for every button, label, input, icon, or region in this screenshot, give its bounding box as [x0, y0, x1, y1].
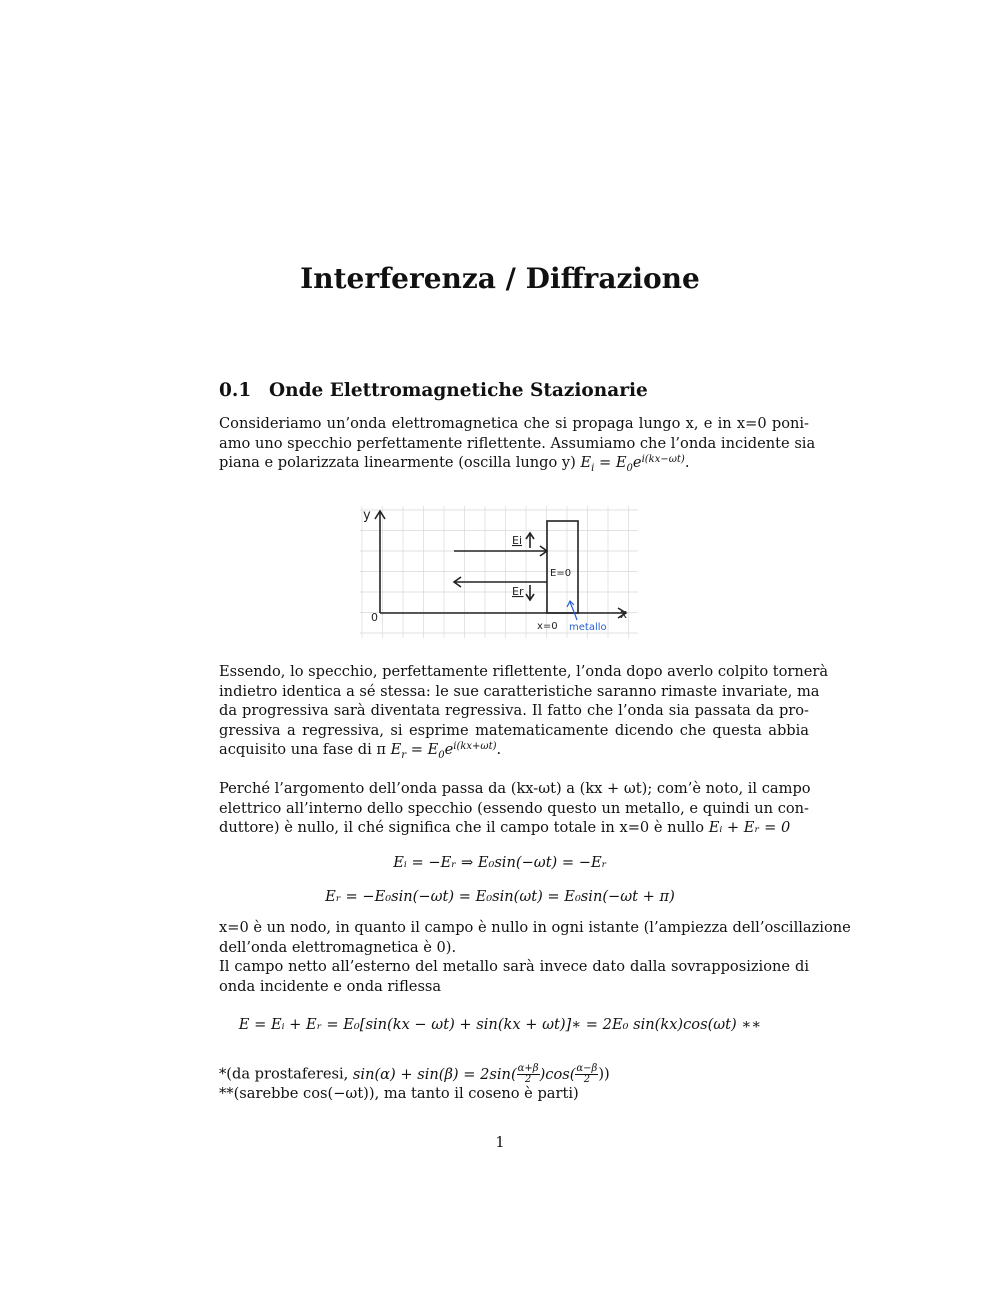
metal-pointer: [567, 601, 577, 620]
text-line: da progressiva sarà diventata regressiva. Il fatto che l’onda sia passata da pro-: [219, 702, 809, 719]
paragraph-superposition: [219, 957, 809, 996]
equation-2: Eᵣ = −E₀sin(−ωt) = E₀sin(ωt) = E₀sin(−ωt + π): [325, 888, 675, 905]
text-line: onda incidente e onda riflessa: [219, 977, 442, 995]
paragraph-phase: [219, 779, 809, 838]
x-axis-label: x: [620, 607, 628, 621]
fraction: $\frac{\alpha+\beta}{2}$: [517, 1063, 539, 1085]
text-line: dell’onda elettromagnetica è 0).: [219, 938, 457, 956]
section-number: 0.1: [219, 380, 252, 401]
paragraph-node: [219, 918, 851, 957]
text-line: Essendo, lo specchio, perfettamente riflettente, l’onda dopo averlo colpito tornerà: [219, 663, 829, 680]
incident-field-label: Ei: [512, 534, 523, 547]
reflection-diagram: [360, 506, 638, 638]
text-line: indietro identica a sé stessa: le sue caratteristiche saranno rimaste invariate, ma: [219, 682, 820, 700]
text-line: Il campo netto all’esterno del metallo sarà invece dato dalla sovrapposizione di: [219, 958, 809, 975]
equation-1: Eᵢ = −Eᵣ ⇒ E₀sin(−ωt) = −Eᵣ: [393, 854, 607, 871]
x-zero-label: x=0: [537, 621, 558, 632]
equation-3: E = Eᵢ + Eᵣ = E₀[sin(kx − ωt) + sin(kx + ωt)]∗ = 2E₀ sin(kx)cos(ωt) ∗∗: [238, 1016, 762, 1033]
document-title: Interferenza / Diffrazione: [300, 262, 700, 295]
diagram-axes: [375, 511, 626, 618]
zero-field-label: E=0: [550, 568, 572, 579]
paragraph-intro: [219, 414, 816, 478]
metal-label: metallo: [569, 622, 607, 633]
text-line: acquisito una fase di π $E_r = E_0e^{i(kx+\omega t)}$.: [219, 741, 502, 761]
text-line: duttore) è nullo, il ché significa che il campo totale in x=0 è nullo Eᵢ + Eᵣ = 0: [219, 819, 791, 836]
footnote-cosine: **(sarebbe cos(−ωt)), ma tanto il coseno è parti): [219, 1085, 579, 1102]
text-line: amo uno specchio perfettamente riflettente. Assumiamo che l’onda incidente sia: [219, 434, 816, 452]
section-title: Onde Elettromagnetiche Stazionarie: [269, 380, 648, 401]
section-heading: [219, 380, 648, 401]
text-line: Consideriamo un’onda elettromagnetica che si propaga lungo x, e in x=0 poni-: [219, 415, 809, 432]
fraction: $\frac{\alpha-\beta}{2}$: [576, 1063, 598, 1085]
text-line: Perché l’argomento dell’onda passa da (kx-ωt) a (kx + ωt); com’è noto, il campo: [219, 780, 811, 797]
page-number: 1: [495, 1134, 505, 1151]
text-line: gressiva a regressiva, si esprime matematicamente dicendo che questa abbia: [219, 721, 809, 739]
text-line: x=0 è un nodo, in quanto il campo è nullo in ogni istante (l’ampiezza dell’oscillazione: [219, 919, 851, 936]
paragraph-reflection: [219, 662, 829, 765]
text-line: piana e polarizzata linearmente (oscilla lungo y) $E_i = E_0e^{i(kx-\omega t)}$.: [219, 454, 690, 474]
reflected-field-label: Er: [512, 585, 524, 598]
y-axis-label: y: [363, 508, 371, 523]
text-line: elettrico all’interno dello specchio (essendo questo un metallo, e quindi un con-: [219, 799, 809, 817]
diagram-grid: [360, 506, 638, 638]
footnote-prostaferesi: *(da prostaferesi, sin(α) + sin(β) = 2sin( $\frac{\alpha+\beta}{2}$ )cos( $\frac{\alpha-\beta}{2}$ )): [219, 1063, 610, 1085]
origin-label: 0: [371, 611, 378, 624]
